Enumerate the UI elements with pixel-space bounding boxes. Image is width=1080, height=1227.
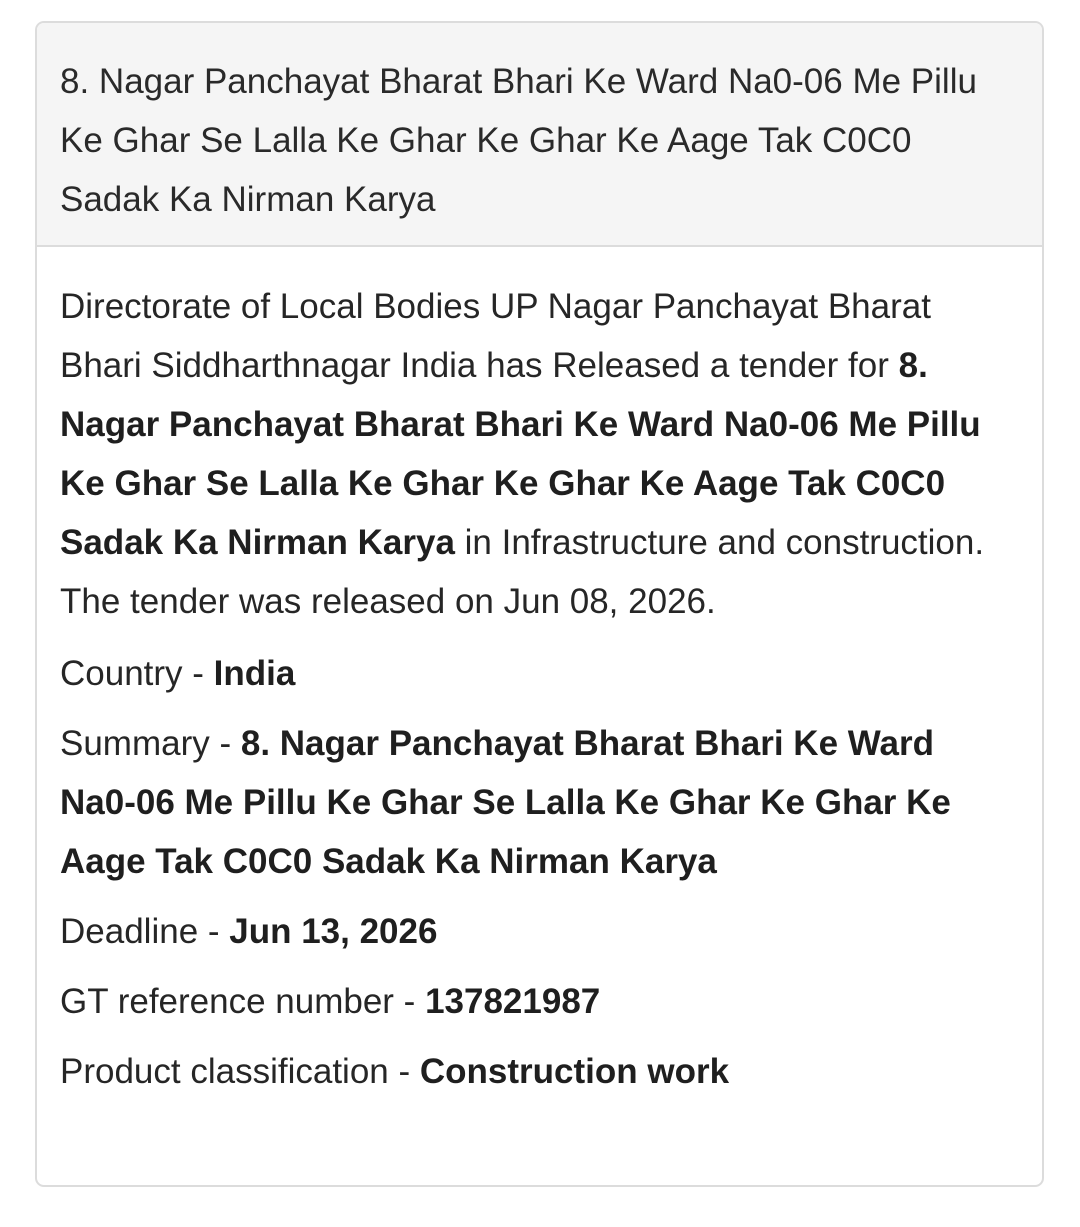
- summary-value: 8. Nagar Panchayat Bharat Bhari Ke Ward Na0-06 Me Pillu Ke Ghar Se Lalla Ke Ghar Ke Ghar Ke Aage Tak C0C0 Sadak Ka Nirman Karya: [60, 724, 951, 881]
- tender-card: [35, 21, 1044, 1187]
- country-label: Country -: [60, 654, 214, 693]
- product-classification-label: Product classification -: [60, 1052, 420, 1091]
- description-prefix: Directorate of Local Bodies UP Nagar Panchayat Bharat Bhari Siddharthnagar India has Released a tender for: [60, 287, 931, 385]
- summary-label: Summary -: [60, 724, 241, 763]
- country-row: [60, 644, 1018, 703]
- description-suffix: in Infrastructure and construction. The tender was released on Jun 08, 2026.: [60, 523, 985, 621]
- gt-reference-row: [60, 972, 1018, 1031]
- tender-title: 8. Nagar Panchayat Bharat Bhari Ke Ward Na0-06 Me Pillu Ke Ghar Se Lalla Ke Ghar Ke Ghar Ke Aage Tak C0C0 Sadak Ka Nirman Karya: [60, 62, 977, 219]
- tender-description: [60, 277, 1018, 631]
- deadline-row: [60, 902, 1018, 961]
- tender-card-header: [37, 23, 1042, 247]
- deadline-value: Jun 13, 2026: [229, 912, 438, 951]
- country-value: India: [213, 654, 296, 693]
- description-title: 8. Nagar Panchayat Bharat Bhari Ke Ward Na0-06 Me Pillu Ke Ghar Se Lalla Ke Ghar Ke Ghar Ke Aage Tak C0C0 Sadak Ka Nirman Karya: [60, 346, 981, 562]
- gt-reference-label: GT reference number -: [60, 982, 426, 1021]
- tender-card-body: [37, 247, 1042, 1101]
- gt-reference-value: 137821987: [425, 982, 601, 1021]
- product-classification-row: [60, 1042, 1018, 1101]
- deadline-label: Deadline -: [60, 912, 230, 951]
- summary-row: [60, 714, 1018, 891]
- product-classification-value: Construction work: [419, 1052, 730, 1091]
